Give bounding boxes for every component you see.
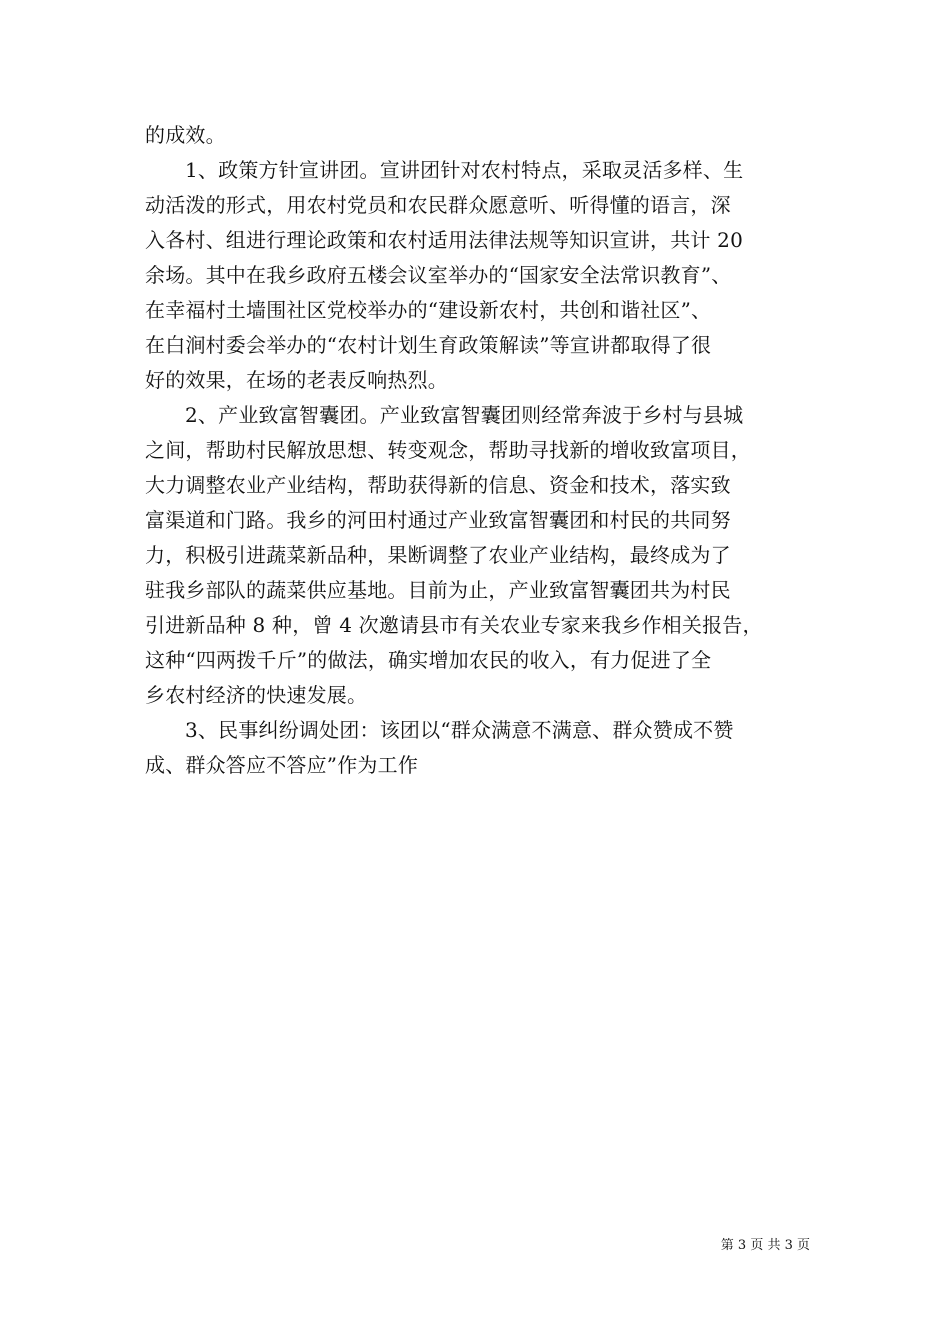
text-line: 的成效。 xyxy=(145,123,226,147)
text-line: 富渠道和门路。我乡的河田村通过产业致富智囊团和村民的共同努 xyxy=(145,508,731,532)
text-line: 之间，帮助村民解放思想、转变观念，帮助寻找新的增收致富项目， xyxy=(145,438,751,462)
text-line: 在白涧村委会举办的“农村计划生育政策解读”等宣讲都取得了很 xyxy=(145,333,712,357)
text-line: 好的效果，在场的老表反响热烈。 xyxy=(145,368,448,392)
text-line: 大力调整农业产业结构，帮助获得新的信息、资金和技术，落实致 xyxy=(145,473,731,497)
text-line: 在幸福村土墙围社区党校举办的“建设新农村，共创和谐社区”、 xyxy=(145,298,712,322)
text-line: 这种“四两拨千斤”的做法，确实增加农民的收入，有力促进了全 xyxy=(145,648,712,672)
text-line: 引进新品种 8 种，曾 4 次邀请县市有关农业专家来我乡作相关报告， xyxy=(145,613,763,637)
body-text xyxy=(145,118,815,783)
paragraph-2-start: 2、产业致富智囊团。产业致富智囊团则经常奔波于乡村与县城 xyxy=(185,403,744,427)
text-line: 成、群众答应不答应”作为工作 xyxy=(145,753,419,777)
page-footer: 第 3 页 共 3 页 xyxy=(720,1238,810,1253)
text-line: 乡农村经济的快速发展。 xyxy=(145,683,368,707)
paragraph-1-start: 1、政策方针宣讲团。宣讲团针对农村特点，采取灵活多样、生 xyxy=(185,158,744,182)
text-line: 动活泼的形式，用农村党员和农民群众愿意听、听得懂的语言，深 xyxy=(145,193,731,217)
text-line: 余场。其中在我乡政府五楼会议室举办的“国家安全法常识教育”、 xyxy=(145,263,732,287)
text-line: 驻我乡部队的蔬菜供应基地。目前为止，产业致富智囊团共为村民 xyxy=(145,578,731,602)
paragraph-3-start: 3、民事纠纷调处团：该团以“群众满意不满意、群众赞成不赞 xyxy=(185,718,734,742)
text-line: 入各村、组进行理论政策和农村适用法律法规等知识宣讲，共计 20 xyxy=(145,228,744,252)
text-line: 力，积极引进蔬菜新品种，果断调整了农业产业结构，最终成为了 xyxy=(145,543,731,567)
